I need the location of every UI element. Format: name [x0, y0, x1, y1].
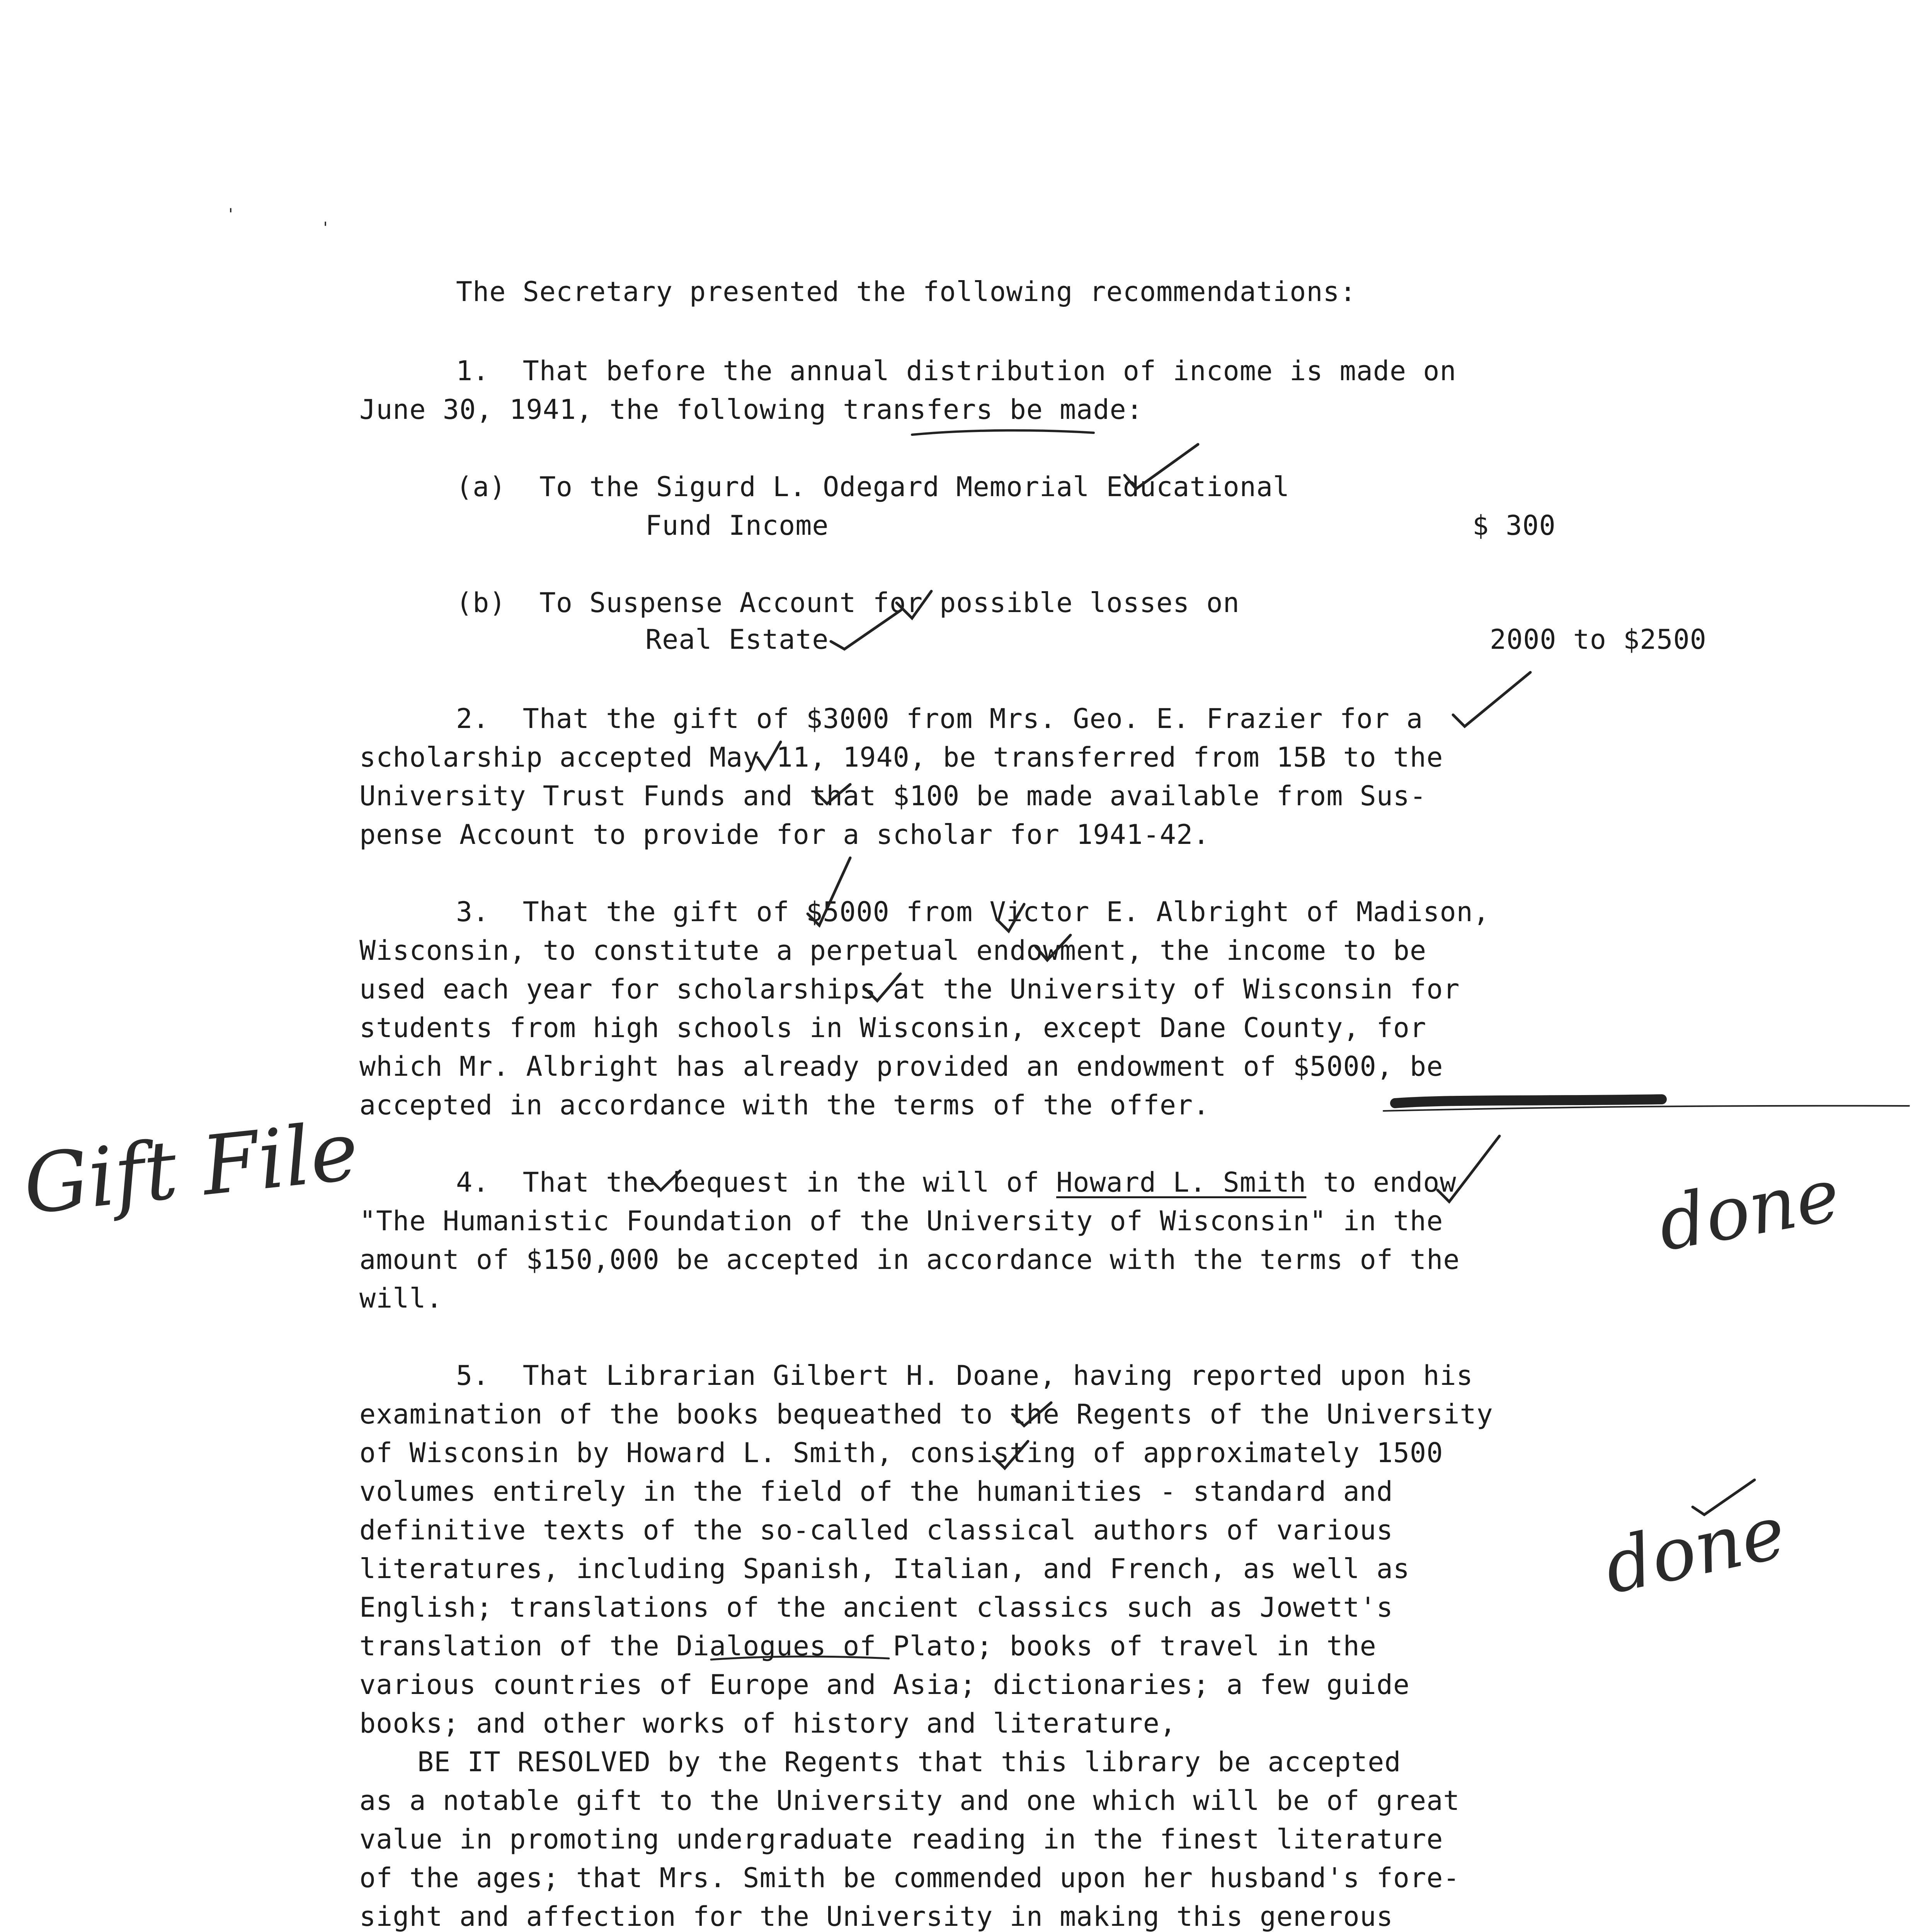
handwritten-done-note: done [1652, 1151, 1846, 1268]
item3-line: used each year for scholarships at the University of Wisconsin for [359, 973, 1460, 1005]
check-mark-icon [1453, 672, 1530, 726]
item2-line: University Trust Funds and that $100 be made available from Sus- [359, 780, 1427, 812]
item5-line: of Wisconsin by Howard L. Smith, consisting of approximately 1500 [359, 1437, 1443, 1469]
item2-line: 2. That the gift of $3000 from Mrs. Geo. E. Frazier for a [456, 703, 1423, 735]
item4-line: amount of $150,000 be accepted in accordance with the terms of the [359, 1244, 1460, 1276]
item4-line-start: 4. That the bequest in the will of [456, 1167, 1057, 1198]
item5-line: value in promoting undergraduate reading in the finest literature [359, 1823, 1443, 1855]
item1b-amount: 2000 to $2500 [1490, 624, 1707, 655]
underline-stroke [1384, 1106, 1909, 1111]
item1-line: 1. That before the annual distribution of income is made on [456, 355, 1457, 387]
item4-underlined-name: Howard L. Smith [1056, 1167, 1307, 1198]
item5-line: examination of the books bequeathed to the Regents of the University [359, 1398, 1493, 1430]
item1a-amount: $ 300 [1472, 510, 1556, 541]
item3-line: which Mr. Albright has already provided an endowment of $5000, be [359, 1051, 1443, 1082]
item2-line: scholarship accepted May 11, 1940, be transferred from 15B to the [359, 742, 1443, 773]
item4-line: will. [359, 1282, 443, 1314]
handwritten-done-note: done [1597, 1489, 1793, 1611]
underline-stroke [912, 430, 1094, 435]
item4-line [456, 1163, 1457, 1202]
item5-line: BE IT RESOLVED by the Regents that this library be accepted [417, 1746, 1401, 1778]
item1b-label-cont: Real Estate [645, 624, 829, 655]
item3-line: 3. That the gift of $5000 from Victor E. Albright of Madison, [456, 896, 1490, 928]
item5-line: various countries of Europe and Asia; dictionaries; a few guide [359, 1669, 1410, 1701]
item5-line: translation of the Dialogues of Plato; books of travel in the [359, 1630, 1377, 1662]
item1a-label: (a) To the Sigurd L. Odegard Memorial Educational [456, 471, 1290, 503]
item5-line: books; and other works of history and literature, [359, 1708, 1177, 1739]
item5-line: 5. That Librarian Gilbert H. Doane, having reported upon his [456, 1360, 1473, 1391]
item5-line: as a notable gift to the University and one which will be of great [359, 1785, 1460, 1816]
scribble-mark [1395, 1099, 1662, 1103]
item5-line: literatures, including Spanish, Italian, and French, as well as [359, 1553, 1410, 1585]
item4-line: "The Humanistic Foundation of the University of Wisconsin" in the [359, 1205, 1443, 1237]
item5-line: sight and affection for the University in making this generous [359, 1901, 1393, 1932]
item1a-label-cont: Fund Income [645, 510, 829, 541]
item5-line: definitive texts of the so-called classical authors of various [359, 1514, 1393, 1546]
item2-line: pense Account to provide for a scholar for 1941-42. [359, 819, 1210, 850]
item4-line-end: to endow [1306, 1167, 1457, 1198]
item5-line: volumes entirely in the field of the humanities - standard and [359, 1476, 1393, 1507]
item1-line: June 30, 1941, the following transfers be made: [359, 394, 1143, 425]
item5-line: of the ages; that Mrs. Smith be commended upon her husband's fore- [359, 1862, 1460, 1894]
item1b-label: (b) To Suspense Account for possible losses on [456, 587, 1240, 619]
item3-line: students from high schools in Wisconsin, except Dane County, for [359, 1012, 1427, 1044]
stray-mark: ' [226, 206, 236, 223]
item3-line: Wisconsin, to constitute a perpetual endowment, the income to be [359, 935, 1427, 966]
item3-line: accepted in accordance with the terms of the offer. [359, 1089, 1210, 1121]
handwritten-gift-file-note: Gift File [19, 1103, 363, 1233]
item5-line: English; translations of the ancient classics such as Jowett's [359, 1592, 1393, 1623]
intro-text: The Secretary presented the following recommendations: [456, 276, 1356, 308]
stray-mark: ' [321, 219, 331, 237]
